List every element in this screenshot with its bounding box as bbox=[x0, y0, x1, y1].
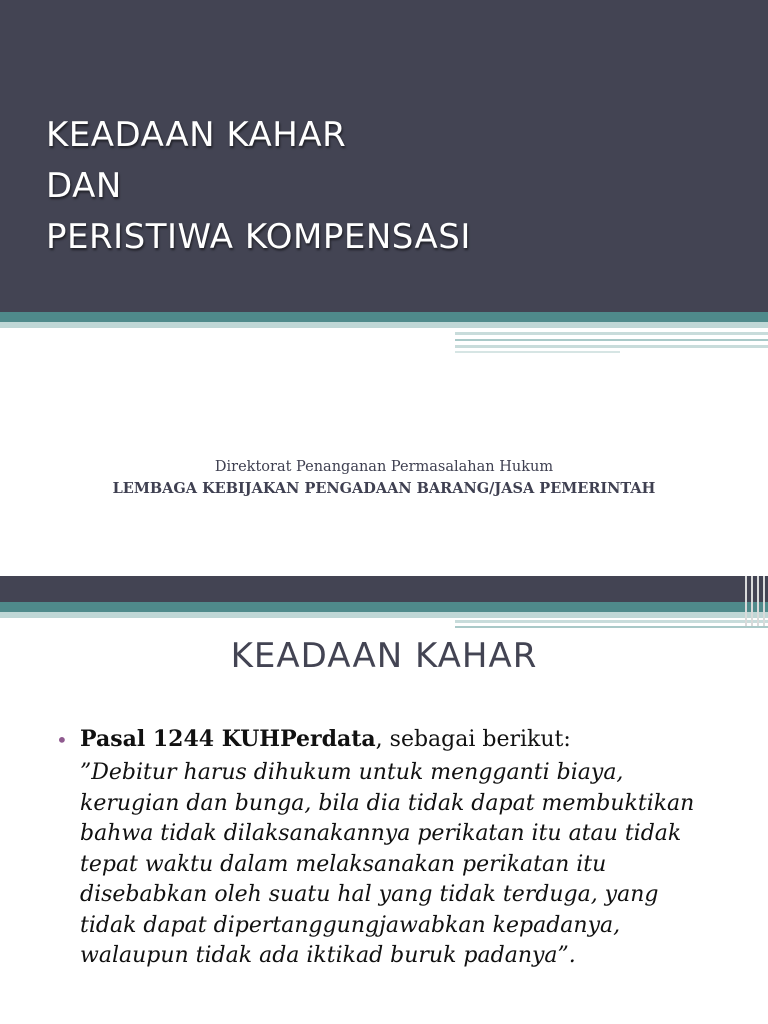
article-quote bbox=[80, 758, 740, 972]
content-slide bbox=[0, 576, 768, 1024]
light-teal-band bbox=[0, 612, 768, 618]
teal-band bbox=[0, 312, 768, 322]
deco-stripe bbox=[455, 332, 768, 335]
deco-vertical-line bbox=[751, 576, 753, 626]
slide-title bbox=[46, 110, 471, 263]
content-header-bar bbox=[0, 576, 768, 602]
bullet-lead-rest: , sebagai berikut: bbox=[375, 727, 571, 752]
quote-line: tidak dapat dipertanggungjawabkan kepadanya, bbox=[80, 912, 621, 938]
bullet-dot-icon: • bbox=[56, 728, 68, 752]
deco-stripe bbox=[455, 339, 768, 341]
teal-band bbox=[0, 602, 768, 612]
subtitle-agency: LEMBAGA KEBIJAKAN PENGADAAN BARANG/JASA PEMERINTAH bbox=[112, 480, 656, 497]
deco-vertical-line bbox=[763, 576, 765, 626]
quote-line: ”Debitur harus dihukum untuk mengganti biaya, bbox=[80, 760, 624, 785]
quote-line: bahwa tidak dilaksanakannya perikatan itu atau tidak bbox=[80, 821, 682, 846]
deco-stripe bbox=[455, 626, 768, 628]
deco-vertical-line bbox=[745, 576, 747, 626]
bullet-lead bbox=[80, 724, 571, 755]
quote-line: kerugian dan bunga, bila dia tidak dapat membuktikan bbox=[80, 790, 695, 816]
article-reference: Pasal 1244 KUHPerdata bbox=[80, 726, 376, 752]
quote-line: tepat waktu dalam melaksanakan perikatan itu bbox=[80, 851, 607, 877]
title-line-3: PERISTIWA KOMPENSASI bbox=[46, 217, 471, 257]
deco-stripe bbox=[455, 345, 768, 348]
content-heading: KEADAAN KAHAR bbox=[230, 636, 538, 676]
deco-stripe bbox=[455, 351, 620, 353]
deco-stripe bbox=[455, 620, 768, 623]
title-line-2: DAN bbox=[46, 166, 122, 206]
quote-line: walaupun tidak ada iktikad buruk padanya”. bbox=[80, 943, 576, 968]
deco-vertical-line bbox=[757, 576, 759, 626]
title-line-1: KEADAAN KAHAR bbox=[46, 115, 347, 155]
quote-line: disebabkan oleh suatu hal yang tidak terduga, yang bbox=[80, 882, 659, 907]
light-teal-band bbox=[0, 322, 768, 328]
subtitle-directorate: Direktorat Penanganan Permasalahan Hukum bbox=[214, 459, 554, 475]
slide-subtitle bbox=[0, 456, 768, 500]
